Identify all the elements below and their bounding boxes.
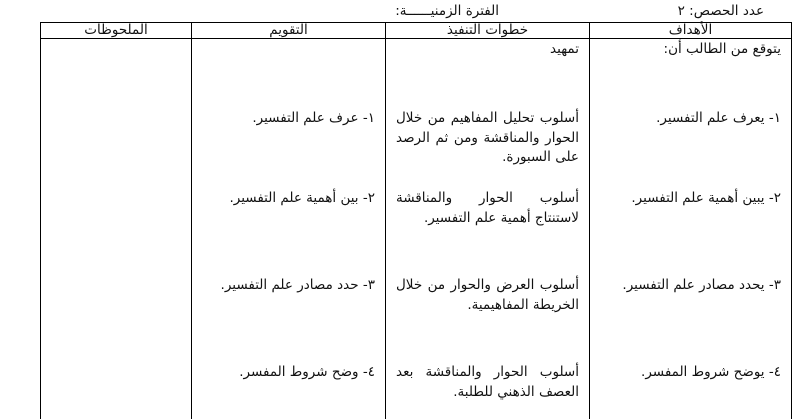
sessions-count: عدد الحصص: ٢ — [678, 3, 764, 19]
column-header-notes: الملحوظات — [41, 23, 192, 39]
evaluation-item: ٤- وضح شروط المفسر. — [202, 363, 375, 383]
time-period: الفترة الزمنيــــــة: — [395, 3, 499, 19]
evaluation-item: ١- عرف علم التفسير. — [202, 109, 375, 129]
evaluation-item: ٢- بين أهمية علم التفسير. — [202, 189, 375, 209]
objectives-column — [590, 39, 792, 419]
objective-item: ٣- يحدد مصادر علم التفسير. — [600, 276, 781, 296]
objective-item: ١- يعرف علم التفسير. — [600, 109, 781, 129]
objective-item: ٢- يبين أهمية علم التفسير. — [600, 189, 781, 209]
notes-column — [41, 39, 192, 419]
objectives-intro: يتوقع من الطالب أن: — [600, 40, 781, 60]
step-item: أسلوب العرض والحوار من خلال الخريطة المفاهيمية. — [396, 276, 579, 315]
column-header-evaluation: التقويم — [192, 23, 386, 39]
table-header-row — [41, 23, 792, 39]
steps-column — [386, 39, 590, 419]
evaluation-column — [192, 39, 386, 419]
table-body-row — [41, 39, 792, 419]
step-item: أسلوب تحليل المفاهيم من خلال الحوار والمناقشة ومن ثم الرصد على السبورة. — [396, 109, 579, 168]
column-header-objectives: الأهداف — [590, 23, 792, 39]
step-item: أسلوب الحوار والمناقشة لاستنتاج أهمية علم التفسير. — [396, 189, 579, 228]
step-item: أسلوب الحوار والمناقشة بعد العصف الذهني للطلبة. — [396, 363, 579, 402]
lesson-plan-table — [40, 22, 792, 419]
column-header-steps: خطوات التنفيذ — [386, 23, 590, 39]
steps-intro: تمهيد — [396, 40, 579, 60]
objective-item: ٤- يوضح شروط المفسر. — [600, 363, 781, 383]
evaluation-item: ٣- حدد مصادر علم التفسير. — [202, 276, 375, 296]
